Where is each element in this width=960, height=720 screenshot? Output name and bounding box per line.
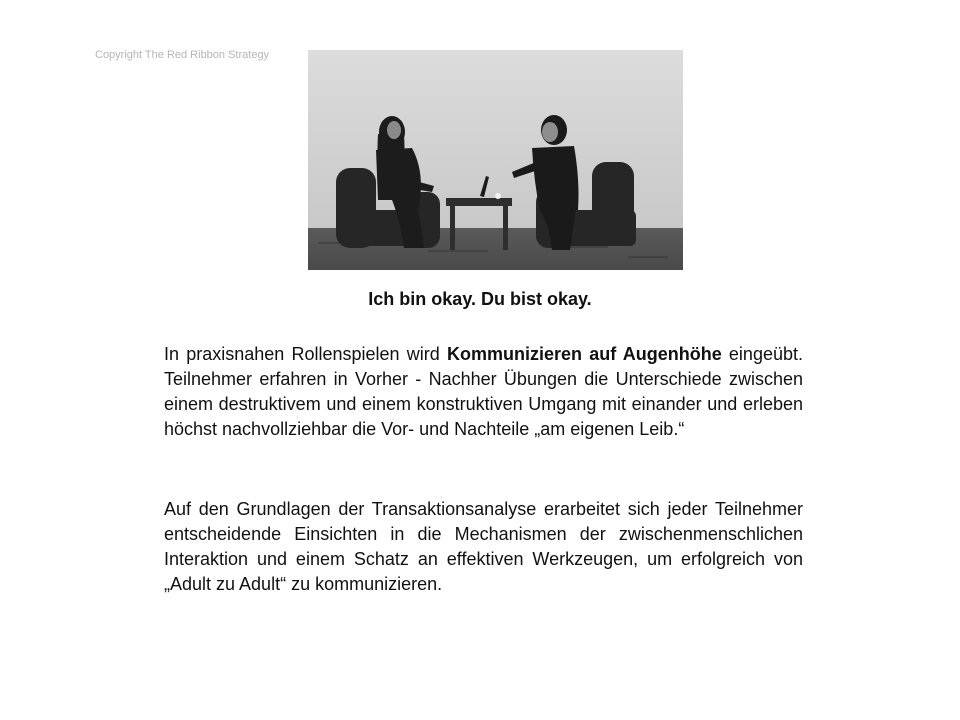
paragraph-roleplay-text-end: eingeübt. Teilnehmer erfahren in Vorher - Nachher Übungen die Unterschiede zwischen einem destruktivem und einem konstruktiven Umgang mit einander und erleben höchst nachvollziehbar die Vor- und Nachteile „am eigenen Leib.“ xyxy=(164,344,803,439)
paragraph-transactional-analysis: Auf den Grundlagen der Transaktionsanalyse erarbeitet sich jeder Teilnehmer entscheidende Einsichten in die Mechanismen der zwischenmenschlichen Interaktion und einem Schatz an effektiven Werkzeugen, um erfolgreich von „Adult zu Adult“ zu kommunizieren. xyxy=(164,499,803,594)
paragraph-roleplay xyxy=(164,342,803,442)
copyright-notice: Copyright The Red Ribbon Strategy xyxy=(95,49,270,61)
emphasis-eye-level-communication: Kommunizieren auf Augenhöhe xyxy=(446,344,722,364)
paragraph-roleplay-text-start: In praxisnahen Rollenspielen wird xyxy=(164,344,447,364)
heading: Ich bin okay. Du bist okay. xyxy=(368,289,592,309)
photo-two-people-in-armchairs xyxy=(308,50,683,270)
